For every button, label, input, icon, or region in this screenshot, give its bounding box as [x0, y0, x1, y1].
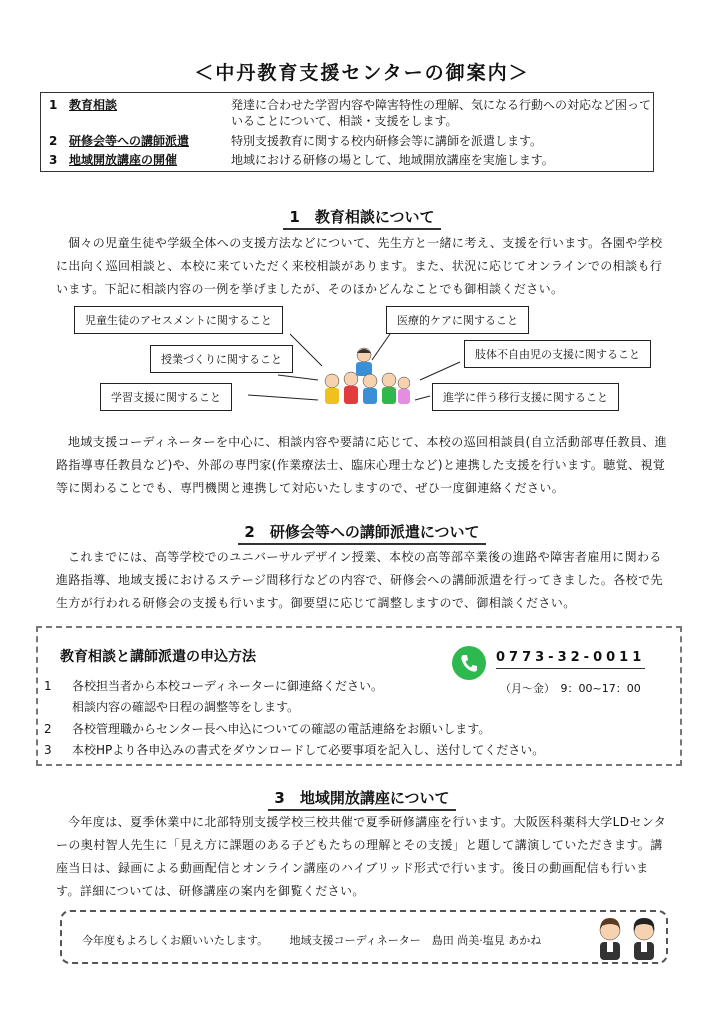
summary-desc: 発達に合わせた学習内容や障害特性の理解、気になる行動への対応など困っていることについて、相談・支援をします。: [231, 98, 652, 128]
apply-step-3: 3 本校HPより各申込みの書式をダウンロードして必要事項を記入し、送付してください。: [44, 743, 545, 757]
summary-num: 1: [49, 98, 58, 112]
section1-detail: 地域支援コーディネーターを中心に、相談内容や要請に応じて、本校の巡回相談員(自立活動部専任教員、進路指導専任教員など)や、外部の専門家(作業療法士、臨床心理士など)と連携した支援を行います。聴覚、視覚等に関わることでも、専門機関と連携して対応いたしますので、ぜひ一度御連絡ください。: [56, 435, 668, 495]
summary-name: 地域開放講座の開催: [69, 153, 178, 167]
section3-heading: 3 地域開放講座について: [0, 787, 724, 808]
summary-box: [40, 92, 654, 172]
summary-name: 教育相談: [69, 98, 118, 112]
bubble-medical: 医療的ケアに関すること: [386, 306, 529, 334]
summary-desc: 地域における研修の場として、地域開放講座を実施します。: [231, 153, 554, 167]
apply-heading: 教育相談と講師派遣の申込方法: [60, 649, 256, 665]
closing-text: [82, 932, 559, 948]
coordinators-illustration: [592, 914, 664, 960]
page-title: ＜中丹教育支援センターの御案内＞: [194, 62, 530, 84]
closing-coordinators: 地域支援コーディネーター 島田 尚美·塩見 あかね: [289, 934, 542, 947]
bubble-assessment: 児童生徒のアセスメントに関すること: [74, 306, 283, 334]
bubble-learning: 学習支援に関すること: [100, 383, 232, 411]
students-teacher-illustration: [318, 345, 410, 415]
section2-heading: 2 研修会等への講師派遣について: [0, 521, 724, 542]
apply-step-2: 2 各校管理職からセンター長へ申込についての確認の電話連絡をお願いします。: [44, 722, 491, 736]
section1-heading: 1 教育相談について: [0, 206, 724, 227]
apply-step-1-note: 相談内容の確認や日程の調整等をします。: [72, 700, 300, 714]
summary-num: 3: [49, 153, 58, 167]
closing-greeting: 今年度もよろしくお願いいたします。: [82, 934, 269, 947]
summary-desc: 特別支援教育に関する校内研修会等に講師を派遣します。: [231, 134, 543, 148]
summary-name: 研修会等への講師派遣: [69, 134, 190, 148]
section2-body: これまでには、高等学校でのユニバーサルデザイン授業、本校の高等部卒業後の進路や障害者雇用に関わる進路指導、地域支援におけるステージ間移行などの内容で、研修会への講師派遣を行ってきました。各校で先生方が行われる研修会の支援も行います。御要望に応じて調整しますので、御相談ください。: [56, 550, 663, 610]
section3-body: 今年度は、夏季休業中に北部特別支援学校三校共催で夏季研修講座を行います。大阪医科薬科大学LDセンターの奥村智人先生に「見え方に課題のある子どもたちの理解とその支援」と題して講演していただきます。講座当日は、録画による動画配信とオンライン講座のハイブリッド形式で行います。後日の動画配信も行います。詳細については、研修講座の案内を御覧ください。: [56, 815, 667, 898]
phone-number: 0773-32-0011: [496, 650, 645, 669]
bubble-lesson: 授業づくりに関すること: [150, 345, 293, 373]
apply-step-1: 1 各校担当者から本校コーディネーターに御連絡ください。: [44, 679, 384, 693]
bubble-transition: 進学に伴う移行支援に関すること: [432, 383, 619, 411]
section1-intro: 個々の児童生徒や学級全体への支援方法などについて、先生方と一緒に考え、支援を行います。各園や学校に出向く巡回相談と、本校に来ていただく来校相談があります。また、状況に応じてオンラインでの相談も行います。下記に相談内容の一例を挙げましたが、そのほかどんなことでも御相談ください。: [56, 236, 663, 296]
office-hours: （月～金） 9：00~17：00: [500, 682, 641, 695]
summary-num: 2: [49, 134, 58, 148]
bubble-physical: 肢体不自由児の支援に関すること: [464, 340, 651, 368]
phone-icon: [452, 646, 486, 680]
